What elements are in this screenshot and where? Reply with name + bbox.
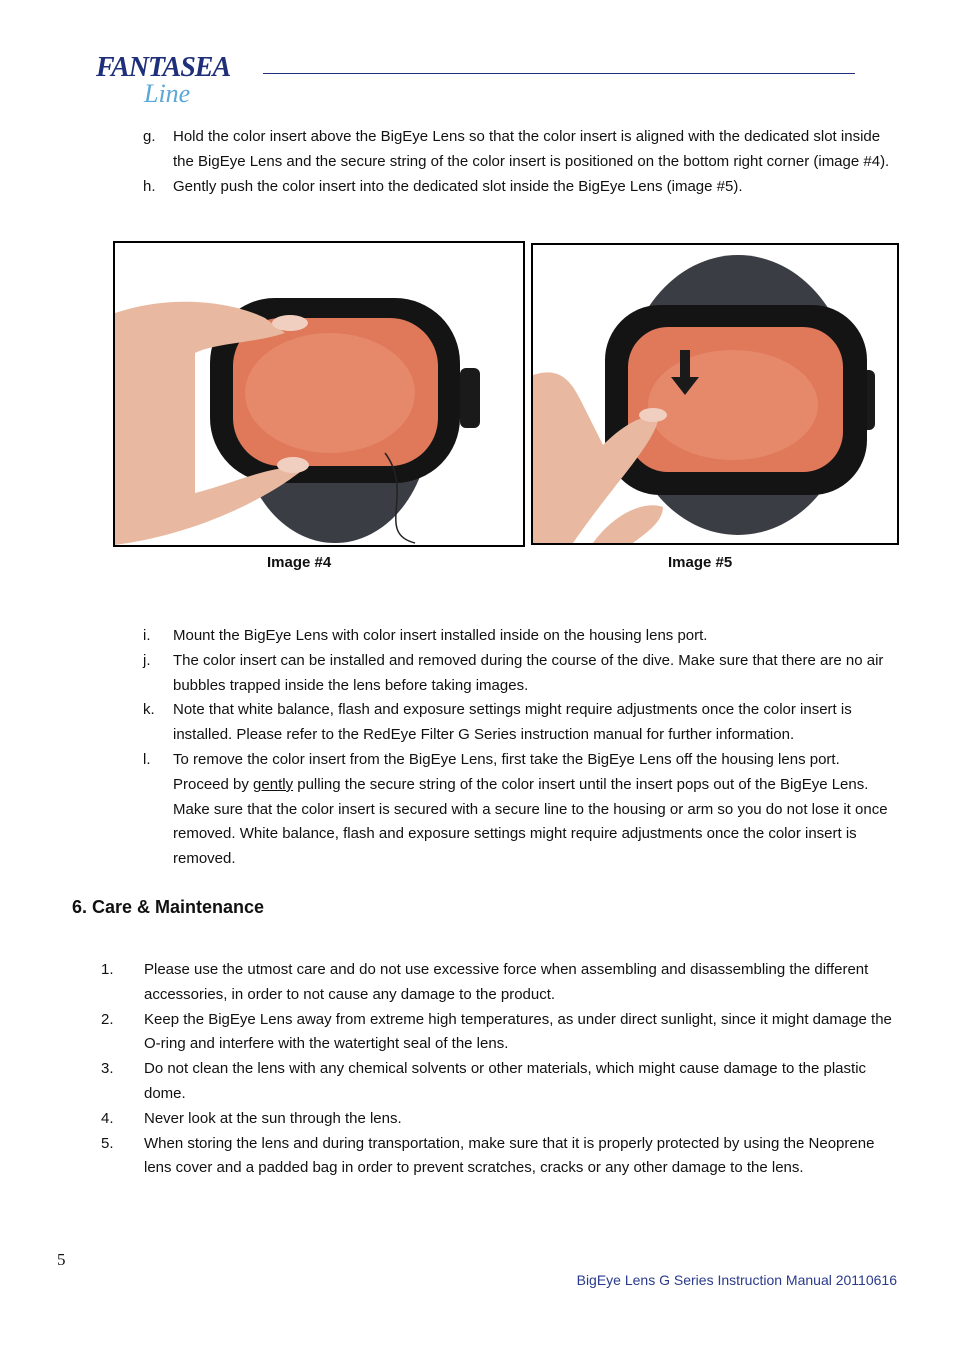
section-title: 6. Care & Maintenance xyxy=(72,897,265,917)
page-number: 5 xyxy=(57,1250,66,1269)
list-item xyxy=(143,175,898,200)
underlined-word: gently xyxy=(253,775,294,793)
figure-image-4 xyxy=(113,241,525,547)
list-text: Hold the color insert above the BigEye Lens so that the color insert is aligned with the dedicated slot inside the BigEye Lens and the secure string of the color insert is positioned on the bottom right corner (image #4). xyxy=(173,128,890,170)
steps-top-list xyxy=(143,125,898,199)
list-text: Do not clean the lens with any chemical solvents or other materials, which might cause damage to the plastic dome. xyxy=(144,1060,867,1102)
list-item xyxy=(143,649,898,699)
list-text: Gently push the color insert into the dedicated slot inside the BigEye Lens (image #5). xyxy=(173,177,743,195)
list-item xyxy=(143,698,898,748)
list-text: Please use the utmost care and do not use excessive force when assembling and disassembling the different accessories, in order to not cause any damage to the product. xyxy=(144,961,869,1003)
text-fragment: pulling the secure string of the color insert until the insert pops out of the BigEye Lens. Make sure that the color insert is secured with a secure line to the housing or arm so you do not lose it once removed. White balance, flash and exposure settings might require adjustments once the color insert is removed. xyxy=(173,775,888,868)
figure-caption: Image #5 xyxy=(668,554,733,571)
list-item xyxy=(143,748,898,872)
fantasea-logo xyxy=(94,40,234,106)
list-item xyxy=(101,1057,897,1107)
list-item xyxy=(101,1008,897,1058)
list-marker: g. xyxy=(143,128,156,145)
steps-bottom-list xyxy=(143,624,898,872)
list-marker: k. xyxy=(143,701,155,719)
list-text: Mount the BigEye Lens with color insert installed inside on the housing lens port. xyxy=(173,627,708,644)
list-text xyxy=(173,748,898,872)
list-marker: 2. xyxy=(101,1010,114,1028)
list-marker: l. xyxy=(143,750,151,768)
list-text: Keep the BigEye Lens away from extreme high temperatures, as under direct sunlight, since it might damage the O-ring and interfere with the watertight seal of the lens. xyxy=(144,1010,892,1053)
header-rule xyxy=(263,73,855,74)
list-item xyxy=(143,624,898,649)
list-text: Note that white balance, flash and exposure settings might require adjustments once the color insert is installed. Please refer to the RedEye Filter G Series instruction manual for further information. xyxy=(173,701,852,744)
logo-subword: Line xyxy=(144,79,191,106)
footer-doc-title: BigEye Lens G Series Instruction Manual 20110616 xyxy=(576,1272,897,1288)
text-fragment: To remove the color insert from the BigEye Lens, first take the BigEye Lens off the housing lens port. Proceed by xyxy=(173,750,840,793)
list-item xyxy=(101,1107,897,1132)
list-marker: j. xyxy=(143,651,151,669)
list-text: When storing the lens and during transportation, make sure that it is properly protected by using the Neoprene lens cover and a padded bag in order to prevent scratches, cracks or any other damage to the lens. xyxy=(144,1134,875,1177)
list-item xyxy=(101,1132,897,1182)
list-marker: 1. xyxy=(101,961,114,978)
list-marker: 5. xyxy=(101,1134,114,1152)
list-marker: h. xyxy=(143,177,156,195)
list-text: The color insert can be installed and removed during the course of the dive. Make sure that there are no air bubbles trapped inside the lens before taking images. xyxy=(173,651,884,694)
list-item xyxy=(101,958,897,1008)
logo-wordmark: FANTASEA xyxy=(96,52,231,83)
care-list xyxy=(101,958,897,1181)
list-marker: 3. xyxy=(101,1060,114,1078)
list-marker: 4. xyxy=(101,1109,114,1127)
figure-caption: Image #4 xyxy=(267,554,332,571)
list-marker: i. xyxy=(143,627,151,644)
list-item xyxy=(143,125,898,175)
figure-image-5 xyxy=(531,243,899,545)
list-text: Never look at the sun through the lens. xyxy=(144,1109,402,1127)
